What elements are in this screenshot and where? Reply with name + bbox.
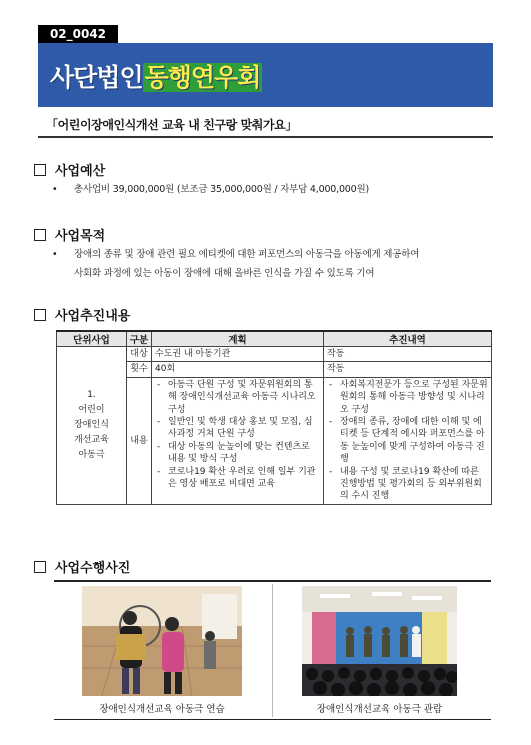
unit-name-line: 장애인식 <box>74 419 109 430</box>
unit-name-line: 개선교육 <box>74 434 109 445</box>
list-item: - 일반인 및 학생 대상 홍보 및 모집, 심사과정 거쳐 단원 구성 <box>155 416 320 441</box>
rehearsal-photo <box>82 586 242 696</box>
bullet-dot-icon: • <box>52 184 58 195</box>
organization-banner <box>38 43 493 107</box>
row-label-count: 횟수 <box>127 362 152 377</box>
row-label-target: 대상 <box>127 347 152 362</box>
progress-content-list <box>327 379 488 503</box>
performance-photo-image <box>302 586 457 696</box>
section-budget-heading <box>34 160 105 179</box>
header-type: 구분 <box>127 331 152 347</box>
progress-count: 작동 <box>324 362 492 377</box>
purpose-text-line1: 장애의 종류 및 장애 관련 필요 에티켓에 대한 퍼포먼스의 아동극을 아동에게 제공하여 <box>74 249 420 260</box>
table-row-target <box>57 347 492 362</box>
header-plan: 계획 <box>152 331 324 347</box>
checkbox-square-icon <box>34 229 46 241</box>
section-purpose-title: 사업목적 <box>55 229 106 244</box>
bullet-dot-icon: • <box>52 249 58 260</box>
progress-content <box>324 377 492 504</box>
plan-content <box>152 377 324 504</box>
performance-photo <box>302 586 457 696</box>
rehearsal-photo-caption: 장애인식개선교육 아동극 연습 <box>99 704 225 715</box>
list-item: - 코로나19 확산 우려로 인해 일부 기관은 영상 배포로 비대면 교육 <box>155 466 320 491</box>
rehearsal-photo-image <box>82 586 242 696</box>
banner-title <box>50 58 262 94</box>
performance-photo-caption: 장애인식개선교육 아동극 관람 <box>316 704 443 715</box>
header-unit: 단위사업 <box>57 331 127 347</box>
plan-count: 40회 <box>152 362 324 377</box>
unit-name-line: 아동극 <box>78 449 105 460</box>
banner-title-prefix: 사단법인 <box>50 63 143 92</box>
section-content-heading <box>34 305 130 324</box>
list-item: - 아동극 단원 구성 및 자문위원회의 통해 장애인식개선교육 아동극 시나리오 구성 <box>155 379 320 416</box>
photo-gallery <box>54 580 491 720</box>
checkbox-square-icon <box>34 309 46 321</box>
list-item: - 내용 구성 및 코로나19 확산에 따른 진행방법 및 평가회의 등 외부위원회의 수시 진행 <box>327 466 488 503</box>
unit-name-line: 1. <box>87 389 96 400</box>
progress-target: 작동 <box>324 347 492 362</box>
plan-target: 수도권 내 아동기관 <box>152 347 324 362</box>
purpose-text-line2: 사회화 과정에 있는 아동이 장애에 대해 올바른 인식을 가질 수 있도록 기여 <box>74 268 375 279</box>
purpose-bullet <box>52 245 419 283</box>
photo-divider <box>272 584 273 717</box>
section-budget-title: 사업예산 <box>55 164 106 179</box>
table-header-row <box>57 331 492 347</box>
project-subtitle <box>38 108 493 138</box>
list-item: - 사회복지전문가 등으로 구성된 자문위원회의 통해 아동극 방향성 및 시나리오 구성 <box>327 379 488 416</box>
checkbox-square-icon <box>34 164 46 176</box>
budget-text: 총사업비 39,000,000원 (보조금 35,000,000원 / 자부담 4,000,000원) <box>74 184 369 195</box>
list-item: - 장애의 종류, 장애에 대한 이해 및 에티켓 등 단계적 에시와 퍼포먼스를 아동 눈높이에 맞게 구성하여 아동극 진행 <box>327 416 488 466</box>
unit-name-line: 어린이 <box>78 404 105 415</box>
project-plan-table <box>56 330 492 505</box>
unit-name-cell <box>57 347 127 505</box>
budget-bullet <box>52 180 369 199</box>
section-purpose-heading <box>34 225 105 244</box>
section-photos-heading <box>34 557 130 576</box>
banner-title-highlight: 동행연우회 <box>144 63 261 92</box>
header-progress: 추진내역 <box>324 331 492 347</box>
plan-content-list <box>155 379 320 491</box>
list-item: - 대상 아동의 눈높이에 맞는 컨텐츠로 내용 및 방식 구성 <box>155 441 320 466</box>
checkbox-square-icon <box>34 561 46 573</box>
section-photos-title: 사업수행사진 <box>55 561 131 576</box>
row-label-content: 내용 <box>127 377 152 504</box>
document-id-label: 02_0042 <box>38 25 118 43</box>
project-subtitle-text: 「어린이장애인식개선 교육 내 친구랑 맞춰가요」 <box>46 118 297 132</box>
section-content-title: 사업추진내용 <box>55 309 131 324</box>
